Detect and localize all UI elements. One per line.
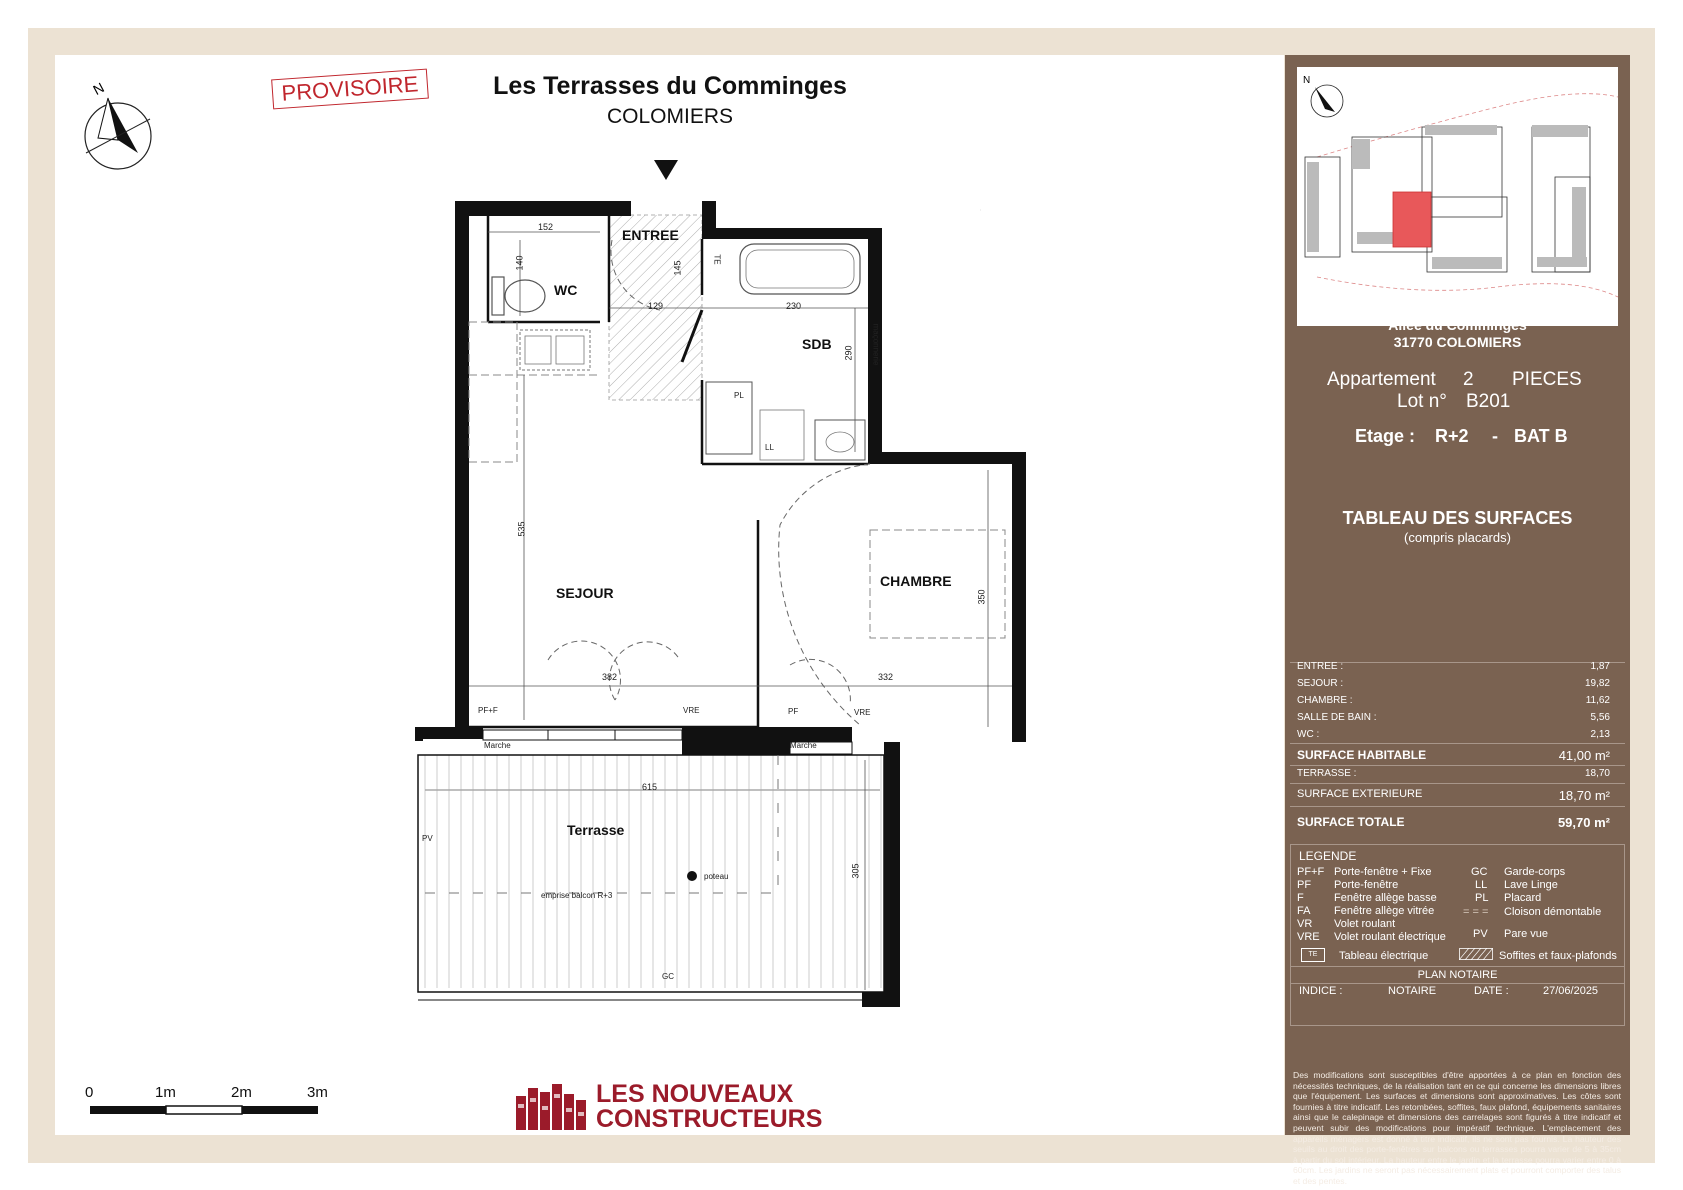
etage-dash: - <box>1492 426 1498 446</box>
gc-label: GC <box>662 972 674 981</box>
surface-label: CHAMBRE : <box>1297 695 1353 706</box>
address-line-1: Allée du Comminges <box>1388 317 1527 333</box>
pieces-label: PIECES <box>1512 369 1582 390</box>
surface-row-wc <box>1297 729 1620 740</box>
room-sdb: SDB <box>802 336 832 352</box>
pf-label: PF <box>788 707 799 716</box>
legend-text: Pare vue <box>1504 928 1549 940</box>
room-entree: ENTREE <box>622 227 679 243</box>
legend-code: LL <box>1475 879 1488 891</box>
surface-value: 11,62 <box>1585 695 1610 706</box>
emprise-label: emprise balcon R+3 <box>541 891 613 900</box>
scale-tick-2m: 2m <box>231 1084 252 1101</box>
legend-code: PF+F <box>1297 866 1325 878</box>
lot-highlight <box>1393 192 1431 247</box>
surface-habitable-value: 41,00 m² <box>1558 748 1610 763</box>
legend-code: PV <box>1473 928 1488 940</box>
project-city: COLOMIERS <box>606 105 734 128</box>
logo-line-2: CONSTRUCTEURS <box>596 1105 823 1133</box>
vre-label-2: VRE <box>854 708 871 717</box>
surface-table-subtitle: (compris placards) <box>1404 530 1511 545</box>
logo-line-1: LES NOUVEAUX <box>596 1080 794 1108</box>
svg-text:N: N <box>1303 75 1311 86</box>
dim-wc-depth: 140 <box>514 255 525 271</box>
entrance-arrow-icon <box>652 158 680 182</box>
dim-terrasse-depth: 305 <box>850 863 861 879</box>
surface-label: WC : <box>1297 729 1320 740</box>
surface-label: SALLE DE BAIN : <box>1297 712 1377 723</box>
surface-ext-row <box>1297 788 1620 803</box>
surface-total-row <box>1297 815 1620 829</box>
dim-sdb-depth: 290 <box>843 345 854 361</box>
company-logo-icon <box>514 1082 590 1132</box>
project-title: Les Terrasses du Comminges <box>493 72 847 100</box>
surface-total-label: SURFACE TOTALE <box>1297 815 1405 829</box>
habitable-rule <box>1290 743 1625 744</box>
surface-value: 1,87 <box>1590 661 1610 672</box>
surface-total-value: 59,70 m² <box>1557 815 1610 830</box>
legend-code: GC <box>1471 866 1488 878</box>
marche-label-1: Marche <box>484 741 511 750</box>
scale-tick-3m: 3m <box>307 1084 328 1101</box>
legend-text: Cloison démontable <box>1504 906 1602 918</box>
terrasse-rule <box>1290 765 1625 766</box>
north-compass-icon <box>78 78 158 178</box>
room-chambre: CHAMBRE <box>880 573 952 589</box>
surface-value: 2,13 <box>1590 729 1610 740</box>
surface-value: 19,82 <box>1584 678 1610 689</box>
dim-sdb-width: 230 <box>786 301 802 311</box>
plan-notaire-title: PLAN NOTAIRE <box>1417 969 1498 981</box>
te-symbol-icon <box>1301 948 1325 962</box>
legend-text: Volet roulant <box>1334 918 1396 930</box>
surface-value: 5,56 <box>1590 712 1610 723</box>
indice-label: INDICE : <box>1299 985 1343 997</box>
scale-tick-0: 0 <box>85 1084 94 1101</box>
surface-row-chambre <box>1297 695 1620 706</box>
te-symbol-code: TE <box>1308 951 1318 958</box>
legend-code: VR <box>1297 918 1313 930</box>
surface-row-entree <box>1297 661 1620 672</box>
legend-code: F <box>1297 892 1304 904</box>
etage-value: R+2 <box>1435 426 1469 446</box>
poteau-label: poteau <box>704 872 729 881</box>
address-line-2: 31770 COLOMIERS <box>1393 334 1522 350</box>
surface-ext-label: SURFACE EXTERIEURE <box>1297 788 1423 800</box>
legend-title: LEGENDE <box>1299 849 1357 863</box>
legend-soffites-text: Soffites et faux-plafonds <box>1499 950 1617 962</box>
legend-rule <box>1291 966 1624 967</box>
legend-code: PL <box>1475 892 1489 904</box>
vre-label-1: VRE <box>683 706 700 715</box>
company-logo-text <box>596 1082 822 1132</box>
pieces-count: 2 <box>1463 369 1474 390</box>
dim-chambre-depth: 350 <box>976 589 987 605</box>
surface-row-sdb <box>1297 712 1620 723</box>
surface-label: SEJOUR : <box>1297 678 1344 689</box>
surface-label: ENTREE : <box>1297 661 1344 672</box>
dim-chambre-width: 332 <box>878 672 894 682</box>
soffite-hatch-icon <box>1459 948 1493 960</box>
ll-label: LL <box>765 443 774 452</box>
provisional-stamp: PROVISOIRE <box>271 69 429 110</box>
surface-label: TERRASSE : <box>1297 768 1357 779</box>
legend-text: Fenêtre allège vitrée <box>1334 905 1435 917</box>
surface-table-title: TABLEAU DES SURFACES <box>1342 508 1573 528</box>
dim-terrasse-width: 615 <box>642 782 658 792</box>
marche-label-2: Marche <box>790 741 817 750</box>
surface-row-terrasse <box>1297 768 1620 779</box>
site-plan-thumbnail <box>1297 67 1618 326</box>
legend-text: Lave Linge <box>1504 879 1558 891</box>
scale-tick-1m: 1m <box>155 1084 176 1101</box>
room-sejour: SEJOUR <box>556 585 614 601</box>
lot-label: Lot n° <box>1397 391 1447 412</box>
pv-label: PV <box>422 834 433 843</box>
surface-row-sejour <box>1297 678 1620 689</box>
legend-text: Porte-fenêtre <box>1334 879 1399 891</box>
dim-wc-width: 152 <box>538 222 554 232</box>
floor-plan <box>410 195 1040 1015</box>
legend-code: VRE <box>1297 931 1320 943</box>
legend-code: = = = <box>1463 906 1489 918</box>
surface-ext-value: 18,70 m² <box>1558 788 1610 803</box>
room-wc: WC <box>554 282 578 298</box>
room-terrasse: Terrasse <box>567 822 625 838</box>
te-label: TE <box>712 254 722 265</box>
bat-value: BAT B <box>1514 426 1568 446</box>
surface-value: 18,70 <box>1584 768 1610 779</box>
dim-entree-depth: 145 <box>672 260 683 276</box>
maconnerie-label: maçonnerie <box>871 323 881 366</box>
etage-label: Etage : <box>1355 426 1416 446</box>
legend-text: Placard <box>1504 892 1542 904</box>
site-plan-drawing <box>1297 67 1618 326</box>
svg-text:N: N <box>90 79 107 99</box>
date-value: 27/06/2025 <box>1543 985 1599 997</box>
disclaimer-text: Des modifications sont susceptibles d'être apportées à ce plan en fonction des nécessités techniques, de la réalisation tant en ce qui concerne les dimensions libres que l'équipement. Les surfaces et dimensions sont approximatives. Les côtes sont fournies à titre indicatif. Les retombées, soffites, faux plafond, équipements sanitaires ainsi que le calepinage et dimensions des carrelages sont figurés à titre indicatif et peuvent subir des modifications pour impératif technique. L'emplacement des appareils ménagers est donné à titre indicatif, ils ne sont pas fournis. La hauteur des seuils au droit des porte-fenêtres sur balcons ou terrasses pourra varier de 5 à 35cm à partir du sol intérieur. La hauteur entre le jardin et la terrasse pourra varier entre 0 à 60cm. Les jardins ne seront pas nécessairement plats et pourront comporter des talus et des pentes. <box>1293 1070 1621 1186</box>
appartement-label: Appartement <box>1327 369 1436 390</box>
ext-rule <box>1290 783 1625 784</box>
legend-code: PF <box>1297 879 1312 891</box>
indice-value: NOTAIRE <box>1388 985 1437 997</box>
legend-rule <box>1291 983 1624 984</box>
legend-text: Fenêtre allège basse <box>1334 892 1437 904</box>
legend-text: Garde-corps <box>1504 866 1566 878</box>
scale-bar <box>88 1104 320 1118</box>
surface-habitable-label: SURFACE HABITABLE <box>1297 748 1427 762</box>
lot-number: B201 <box>1466 391 1511 412</box>
legend-code: FA <box>1297 905 1311 917</box>
legend-text: Volet roulant électrique <box>1334 931 1446 943</box>
pl-label: PL <box>734 391 744 400</box>
legend-text: Porte-fenêtre + Fixe <box>1334 866 1432 878</box>
date-label: DATE : <box>1474 985 1509 997</box>
dim-sejour-width: 382 <box>602 672 618 682</box>
total-rule <box>1290 806 1625 807</box>
pff-label: PF+F <box>478 706 498 715</box>
dim-entree-width: 129 <box>648 301 664 311</box>
legend-te-text: Tableau électrique <box>1339 950 1429 962</box>
surface-habitable-row <box>1297 748 1620 762</box>
legend-box <box>1290 844 1625 1026</box>
dim-sejour-depth: 535 <box>516 521 527 537</box>
info-panel <box>1285 55 1630 1186</box>
